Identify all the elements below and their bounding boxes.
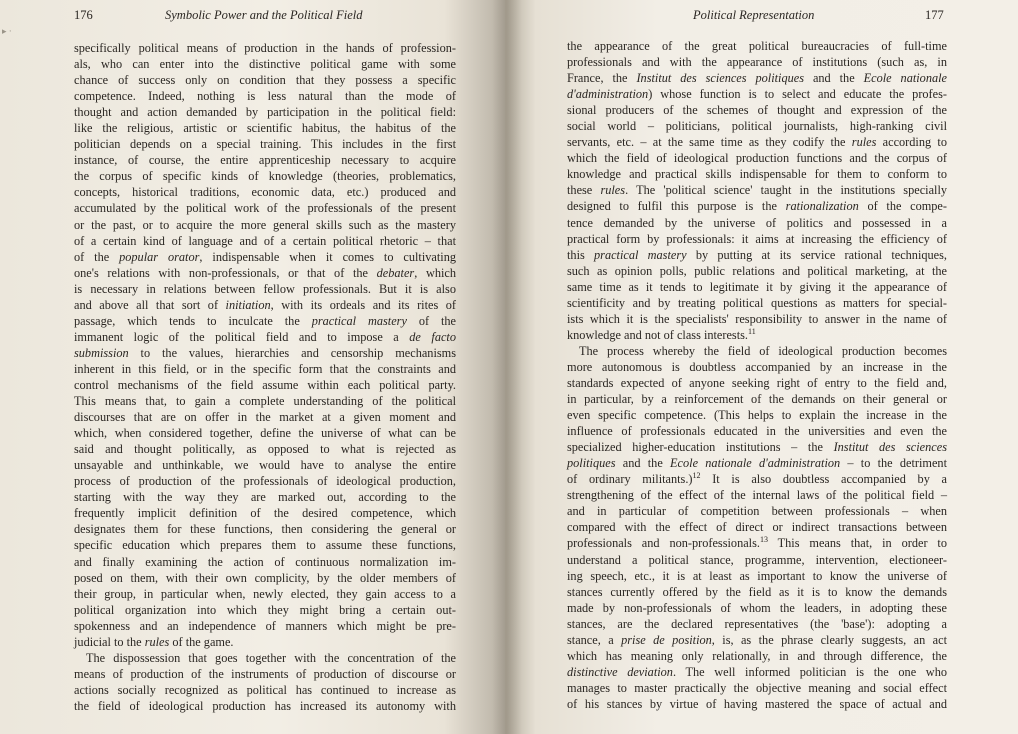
right-text-line: servants, etc. – at the same time as they codify the rules according to xyxy=(567,135,947,150)
right-text-line: sional producers of the schemes of thought and expression of the xyxy=(567,103,947,118)
left-text-line: specifically political means of production in the hands of profession- xyxy=(74,41,456,55)
left-text-line: submission to the values, hierarchies and censorship mechanisms xyxy=(74,345,456,360)
left-text-line: spokenness and an independence of manners which might be pre- xyxy=(74,618,456,633)
left-text-line: of the popular orator, indispensable when it comes to cultivating xyxy=(74,249,457,264)
running-head-title-right: Political Representation xyxy=(693,8,815,22)
left-text-line: and above all that sort of initiation, with its ordeals and its rites of xyxy=(74,297,456,312)
right-text-line: tence demanded by the universe of politics and possessed in a xyxy=(567,215,947,230)
left-text-line: immanent logic of the political field and to impose a de facto xyxy=(74,329,456,344)
left-text-line: of a certain kind of language and of a certain political rhetoric – that xyxy=(74,233,456,248)
left-text-line: means of production of the instruments of production of discourse or xyxy=(74,666,456,681)
left-text-line: like the religious, artistic or scientific habitus, the habitus of the xyxy=(74,121,456,136)
left-text-line: unsayable and unthinkable, we would have to analyse the entire xyxy=(74,458,456,473)
left-page-body-text xyxy=(74,40,456,714)
left-text-line: actions socially recognized as political has continued to increase as xyxy=(74,682,456,697)
right-text-line: France, the Institut des sciences politiques and the Ecole nationale xyxy=(567,71,947,86)
left-text-line: their group, in particular when, newly elected, they gain access to a xyxy=(74,586,456,601)
right-text-line: ing speech, etc., it is at least as important to know the universe of xyxy=(567,568,947,583)
left-text-line: or the past, or to acquire the more general skills such as the mastery xyxy=(74,217,456,232)
left-text-line: specific education which prepares them to assume these functions, xyxy=(74,538,456,553)
right-text-line: more autonomous is doubtless accompanied by an increase in the xyxy=(567,359,947,374)
right-text-line: stances currently offered by the field as it is to know the demands xyxy=(567,584,947,599)
left-text-line: one's relations with non-professionals, or that of the debater, which xyxy=(74,265,456,280)
left-text-line: politician depends on a special training. This includes in the first xyxy=(74,137,456,152)
right-text-line: the appearance of the great political bureaucracies of full-time xyxy=(567,39,947,53)
right-text-line: d'administration) whose function is to select and educate the profes- xyxy=(567,87,947,102)
left-text-line: This means that, to gain a complete understanding of the political xyxy=(74,394,456,409)
left-text-line: chance of success only on condition that they possess a specific xyxy=(74,73,456,88)
right-text-line: specialized higher-education institutions – the Institut des sciences xyxy=(567,440,947,455)
right-text-line: such as opinion polls, public relations and political marketing, at the xyxy=(567,263,947,278)
left-text-line: frequently implicit definition of the desired competence, which xyxy=(74,506,456,521)
right-text-line: practical form by professionals: it aims at increasing the efficiency of xyxy=(567,231,947,246)
left-text-line: process of production of the professionals of ideological production, xyxy=(74,474,456,489)
left-page xyxy=(0,0,505,734)
left-text-line: The dispossession that goes together with the concentration of the xyxy=(86,650,456,665)
right-text-line: and in particular of competition between professionals – when xyxy=(567,504,947,519)
right-text-line: knowledge and practical skills indispensable for them to conform to xyxy=(567,167,947,182)
right-text-line: stances, are the declared representatives (the 'base'): adopting a xyxy=(567,616,947,631)
right-text-line: politiques and the Ecole nationale d'administration – to the detriment xyxy=(567,456,948,471)
right-text-line: of ordinary militants.)$^{12}$ It is also doubtless accompanied by a xyxy=(567,471,947,487)
left-text-line: starting with the way they are marked out, according to the xyxy=(74,490,456,505)
right-text-line: which the field of ideological production functions and the corpus of xyxy=(567,151,947,166)
right-text-line: this practical mastery by putting at its service rational techniques, xyxy=(567,247,947,262)
left-text-line: political organization into which they might bring a certain out- xyxy=(74,602,456,617)
left-text-line: inherent in this field, or in the specific form that the constraints and xyxy=(74,361,456,376)
left-text-line: discourses that are on offer in the market at a given moment and xyxy=(74,410,456,425)
page-number-left: 176 xyxy=(74,8,93,22)
left-text-line: the corpus of specific kinds of knowledge (theories, problematics, xyxy=(74,169,456,184)
left-text-line: accumulated by the political work of the professionals of the present xyxy=(74,201,456,216)
right-text-line: compared with the effect of direct or indirect transactions between xyxy=(567,520,947,535)
right-text-line: manages to master practically the objective meaning and social effect xyxy=(567,680,947,695)
right-text-line: The process whereby the field of ideological production becomes xyxy=(579,343,947,358)
right-text-line: professionals and with the appearance of institutions (such as, in xyxy=(567,55,947,70)
right-text-line: distinctive deviation. The well informed politician is the one who xyxy=(567,664,947,679)
right-text-line: standards expected of anyone seeking right of entry to the field and, xyxy=(567,375,947,390)
left-text-line: which, when considered together, define the universe of what can be xyxy=(74,426,456,441)
right-text-line: stance, a prise de position, is, as the phrase clearly suggests, an act xyxy=(567,632,947,647)
right-text-line: of his stances by virtue of having mastered the space of actual and xyxy=(567,696,947,711)
left-text-line: posed on them, with their own complicity, by the older members of xyxy=(74,570,456,585)
left-text-line: instance, of course, the entire apprenticeship necessary to acquire xyxy=(74,153,456,168)
right-text-line: made by non-professionals of whom the leaders, in adopting these xyxy=(567,600,947,615)
right-text-line: designed to fulfil this purpose is the rationalization of the compe- xyxy=(567,199,947,214)
right-page-body-text xyxy=(567,38,947,712)
right-text-line: these rules. The 'political science' taught in the institutions specially xyxy=(567,183,948,198)
right-page xyxy=(505,0,1018,734)
scan-mark: ▸ · xyxy=(2,26,12,36)
left-text-line: is necessary in relations between fellow professionals. But it is also xyxy=(74,281,456,296)
left-text-line: passage, which tends to inculcate the practical mastery of the xyxy=(74,313,456,328)
left-text-line: competence. Indeed, nothing is less natural than the mode of xyxy=(74,89,456,104)
footnote-ref: 13 xyxy=(759,535,768,545)
left-text-line: als, who can enter into the distinctive political game with some xyxy=(74,57,456,72)
running-head-title-left: Symbolic Power and the Political Field xyxy=(165,8,363,22)
right-text-line: strengthening of the effect of the internal laws of the political field – xyxy=(567,488,947,503)
right-text-line: same time as it tends to legitimate it by giving it the appearance of xyxy=(567,279,947,294)
left-text-line: the field of ideological production has increased its autonomy with xyxy=(74,698,456,713)
left-text-line: designates them for these functions, then considering the general or xyxy=(74,522,456,537)
right-text-line: in particular, by a reinforcement of the demands on their general or xyxy=(567,392,947,407)
left-text-line: and finally examining the action of continuous normalization im- xyxy=(74,554,456,569)
right-text-line: professionals and non-professionals.$^{13}$ This means that, in order to xyxy=(567,535,947,551)
footnote-ref: 11 xyxy=(748,326,756,336)
right-text-line: which has meaning only relationally, in and through difference, the xyxy=(567,648,947,663)
page-number-right: 177 xyxy=(925,8,944,22)
left-text-line: said and thought politically, as opposed to what is rejected as xyxy=(74,442,456,457)
right-text-line: knowledge and not of class interests.$^{11}$ xyxy=(567,326,756,342)
right-text-line: scientificity and by treating political questions as matters for special- xyxy=(567,295,947,310)
left-text-line: thought and action demanded by participation in the political field: xyxy=(74,105,456,120)
right-text-line: even specific competence. (This helps to explain the increase in the xyxy=(567,408,947,423)
left-text-line: control mechanisms of the field assume within each political party. xyxy=(74,377,456,392)
right-text-line: social world – politicians, political journalists, high-ranking civil xyxy=(567,119,947,134)
left-text-line: judicial to the rules of the game. xyxy=(74,634,234,649)
left-text-line: concepts, historical traditions, economic data, etc.) produced and xyxy=(74,185,456,200)
footnote-ref: 12 xyxy=(692,471,701,481)
right-text-line: influence of professionals educated in the universities and even the xyxy=(567,424,947,439)
right-text-line: understand a political stance, programme, intervention, electioneer- xyxy=(567,552,947,567)
right-text-line: ists which it is the specialists' responsibility to answer in the name of xyxy=(567,311,947,326)
